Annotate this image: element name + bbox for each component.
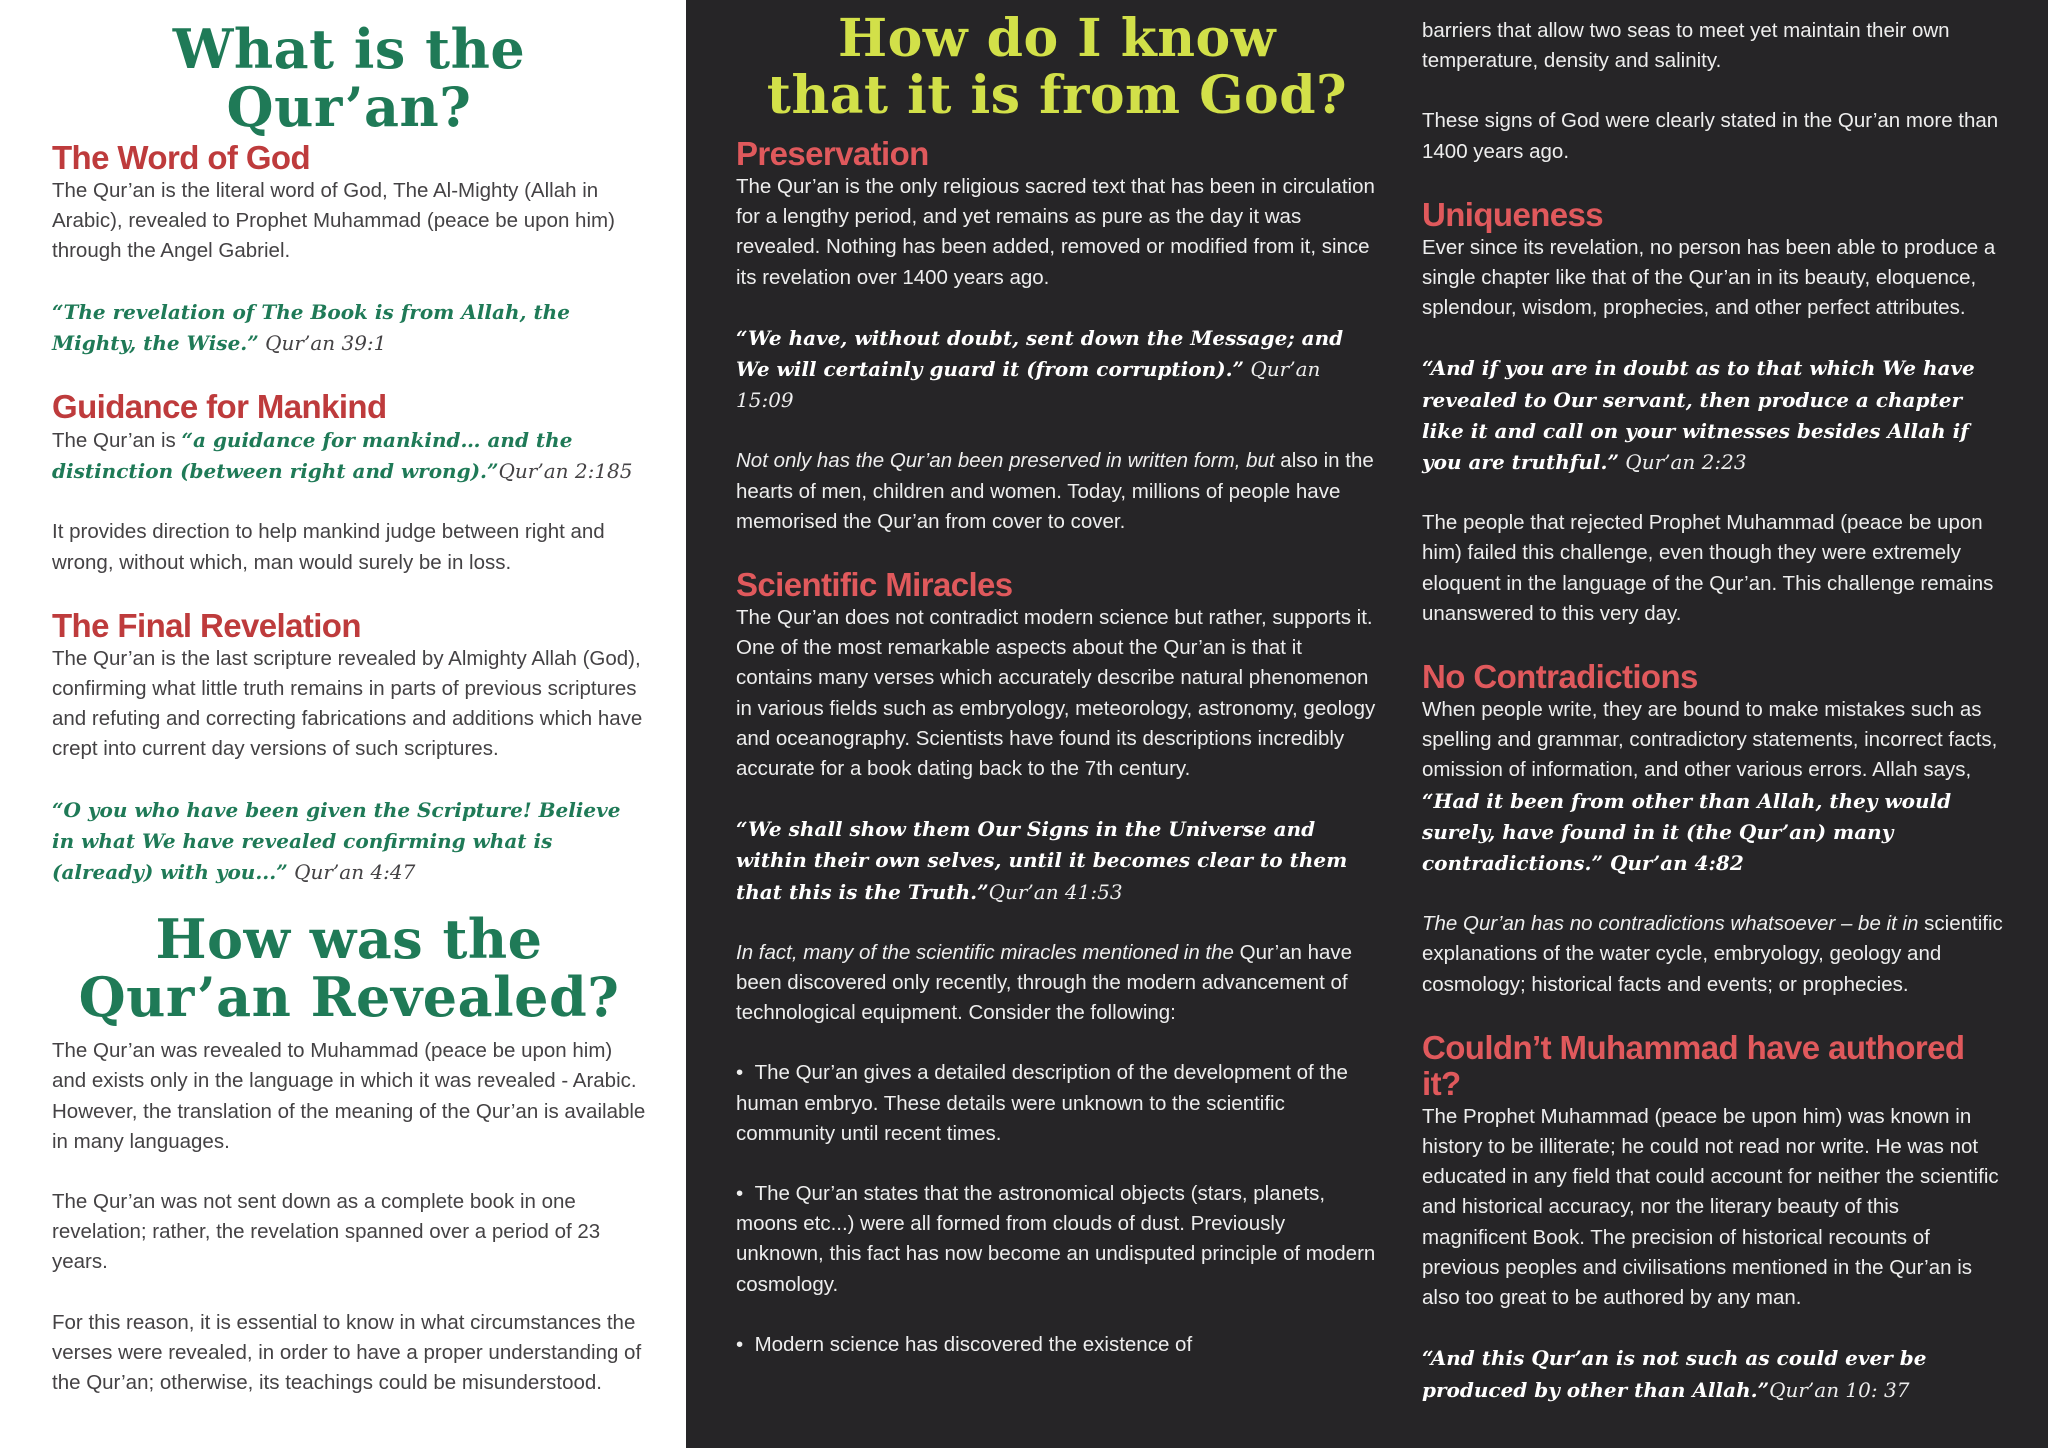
no-contradictions-text xyxy=(1422,695,2008,879)
scientific-quote-block xyxy=(736,814,1378,908)
guidance-intro: The Qur’an is xyxy=(52,429,182,453)
left-column xyxy=(0,0,686,1448)
scientific-ref: Qur’an 41:53 xyxy=(988,879,1123,904)
how-revealed-title xyxy=(52,907,646,1030)
bullet-seas: • Modern science has discovered the existence of xyxy=(736,1330,1378,1360)
signs-text: These signs of God were clearly stated in the Qur’an more than 1400 years ago. xyxy=(1422,109,1999,163)
word-of-god-text: The Qur’an is the literal word of God, The Al-Mighty (Allah in Arabic), revealed to Prophet Muhammad (peace be upon him) through the Angel Gabriel. xyxy=(52,179,615,263)
scientific-miracles-text: The Qur’an does not contradict modern science but rather, supports it. One of the most remarkable aspects about the Qur’an is that it contains many verses which accurately describe natural phenomenon in various fields such as embryology, meteorology, astronomy, geology and oceanography. Scientists have found its descriptions incredibly accurate for a book dating back to the 7th century. xyxy=(736,606,1376,781)
barriers-continued-text: barriers that allow two seas to meet yet maintain their own temperature, density and salinity. xyxy=(1422,19,1950,73)
preservation-ref: Qur’an 15:09 xyxy=(736,357,1321,413)
preservation-text-2-rest: also in the hearts of men, children and women. Today, millions of people have memorised the Qur’an from cover to cover. xyxy=(736,449,1374,533)
final-revelation-heading: The Final Revelation xyxy=(52,606,361,644)
preservation-quote: “We have, without doubt, sent down the Message; and We will certainly guard it (from corruption).” xyxy=(736,325,1344,382)
authored-heading: Couldn’t Muhammad have authored it? xyxy=(1422,1028,1965,1102)
what-is-quran-title: What is the Qur’an? xyxy=(172,17,526,139)
scientific-text-2-italic: In fact, many of the scientific miracles mentioned in the xyxy=(736,940,1234,964)
revealed-paragraph-2: The Qur’an was not sent down as a complete book in one revelation; rather, the revelation spanned over a period of 23 years. xyxy=(52,1190,601,1274)
preservation-text-2 xyxy=(736,446,1378,537)
how-do-i-know-title-line1: How do I know xyxy=(837,8,1277,69)
final-revelation-text: The Qur’an is the last scripture revealed by Almighty Allah (God), confirming what little truth remains in parts of previous scriptures and refuting and correcting fabrications and additions which have crept into current day versions of such scriptures. xyxy=(52,646,643,761)
authored-quote-block xyxy=(1422,1343,2008,1405)
word-of-god-quote: “The revelation of The Book is from Allah, the Mighty, the Wise.” xyxy=(52,299,570,355)
guidance-heading: Guidance for Mankind xyxy=(52,388,387,426)
authored-ref: Qur’an 10: 37 xyxy=(1769,1377,1910,1402)
no-contradictions-quote: “Had it been from other than Allah, they would surely, have found in it (the Qur’an) many contradictions.” Qur’an 4:82 xyxy=(1422,788,1952,876)
guidance-text: It provides direction to help mankind judge between right and wrong, without which, man would surely be in loss. xyxy=(52,520,605,574)
revealed-paragraph-1: The Qur’an was revealed to Muhammad (peace be upon him) and exists only in the language in which it was revealed - Arabic. However, the translation of the meaning of the Qur’an is available in many languages. xyxy=(52,1039,646,1153)
uniqueness-text-2: The people that rejected Prophet Muhammad (peace be upon him) failed this challenge, even though they were extremely eloquent in the language of the Qur’an. This challenge remains unanswered to this very day. xyxy=(1422,511,1994,625)
guidance-ref: Qur’an 2:185 xyxy=(498,459,633,484)
no-contradictions-heading: No Contradictions xyxy=(1422,658,1698,696)
guidance-quote: “a guidance for mankind… and the distinction (between right and wrong).” xyxy=(52,428,573,484)
how-revealed-title-line2: Qur’an Revealed? xyxy=(78,965,620,1030)
preservation-heading: Preservation xyxy=(736,135,929,172)
revealed-paragraph-3: For this reason, it is essential to know in what circumstances the verses were revealed, in order to have a proper understanding of the Qur’an; otherwise, its teachings could be misunderstood. xyxy=(52,1310,642,1395)
scientific-miracles-heading: Scientific Miracles xyxy=(736,566,1013,604)
uniqueness-quote-block xyxy=(1422,353,2008,478)
final-revelation-ref: Qur’an 4:47 xyxy=(287,860,416,885)
scientific-text-2 xyxy=(736,938,1378,1029)
no-contradictions-text-2-italic: The Qur’an has no contradictions whatsoever – be it in xyxy=(1422,912,1919,936)
how-do-i-know-title xyxy=(736,10,1378,124)
preservation-text: The Qur’an is the only religious sacred text that has been in circulation for a lengthy period, and yet remains as pure as the day it was revealed. Nothing has been added, removed or modified from it, since its revelation over 1400 years ago. xyxy=(736,175,1375,289)
no-contradictions-text-2-rest: scientific explanations of the water cycle, embryology, geology and cosmology; historical facts and events; or prophecies. xyxy=(1422,912,2003,996)
word-of-god-heading: The Word of God xyxy=(52,139,311,176)
final-revelation-quote-block xyxy=(52,795,646,889)
middle-column xyxy=(686,0,1404,1448)
uniqueness-ref: Qur’an 2:23 xyxy=(1618,450,1747,475)
preservation-text-2-italic: Not only has the Qur’an been preserved in written form, but xyxy=(736,449,1275,473)
bullet-cosmology: • The Qur’an states that the astronomical objects (stars, planets, moons etc...) were all formed from clouds of dust. Previously unknown, this fact has now become an undisputed principle of modern cosmology. xyxy=(736,1179,1378,1300)
word-of-god-quote-block xyxy=(52,297,646,359)
final-revelation-quote: “O you who have been given the Scripture! Believe in what We have revealed confirming what is (already) with you...” xyxy=(52,797,621,885)
authored-text: The Prophet Muhammad (peace be upon him) was known in history to be illiterate; he could not read nor write. He was not educated in any field that could account for neither the scientific and historical accuracy, nor the literary beauty of this magnificent Book. The precision of historical recounts of previous peoples and civilisations mentioned in the Qur’an is also too great to be authored by any man. xyxy=(1422,1104,1999,1310)
right-column xyxy=(1404,0,2048,1448)
uniqueness-quote: “And if you are in doubt as to that which We have revealed to Our servant, then produce a chapter like it and call on your witnesses besides Allah if you are truthful.” xyxy=(1422,356,1975,475)
uniqueness-heading: Uniqueness xyxy=(1422,195,1604,233)
guidance-quote-block xyxy=(52,425,646,487)
bullet-embryo: • The Qur’an gives a detailed description of the development of the human embryo. These details were unknown to the scientific community until recent times. xyxy=(736,1058,1378,1149)
preservation-quote-block xyxy=(736,323,1378,417)
scientific-quote: “We shall show them Our Signs in the Universe and within their own selves, until it becomes clear to them that this is the Truth.” xyxy=(736,817,1348,904)
uniqueness-text: Ever since its revelation, no person has been able to produce a single chapter like that of the Qur’an in its beauty, eloquence, splendour, wisdom, prophecies, and other perfect attributes. xyxy=(1422,235,1996,320)
word-of-god-ref: Qur’an 39:1 xyxy=(258,330,387,355)
how-do-i-know-title-line2: that it is from God? xyxy=(766,65,1348,126)
how-revealed-title-line1: How was the xyxy=(155,907,543,972)
authored-quote: “And this Qur’an is not such as could ever be produced by other than Allah.” xyxy=(1422,1346,1927,1402)
no-contradictions-text-main: When people write, they are bound to make mistakes such as spelling and grammar, contradictory statements, incorrect facts, omission of information, and other various errors. Allah says, xyxy=(1422,698,1998,782)
scientific-text-2-rest: Qur’an have been discovered only recently, through the modern advancement of technological equipment. Consider the following: xyxy=(736,940,1353,1025)
no-contradictions-text-2 xyxy=(1422,909,2008,1000)
